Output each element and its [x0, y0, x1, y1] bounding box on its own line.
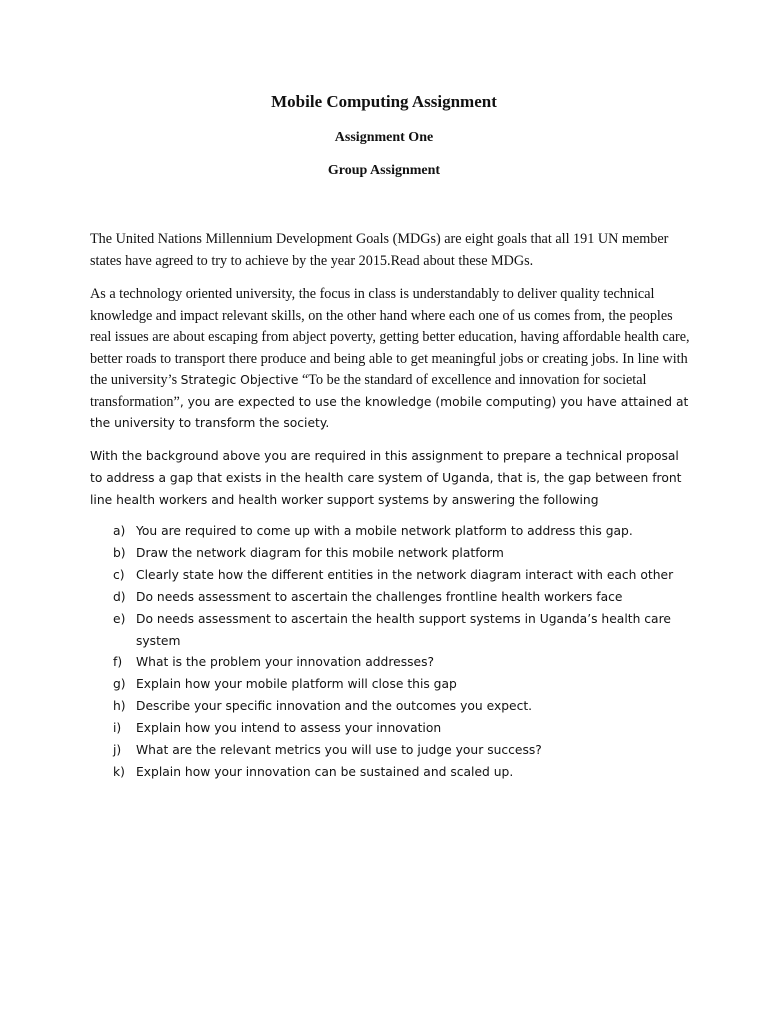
list-item-text: Explain how your innovation can be sustained and scaled up.: [136, 764, 514, 779]
list-marker: g): [113, 677, 126, 692]
list-item: [90, 674, 690, 696]
list-item: [90, 521, 690, 543]
list-item-text: You are required to come up with a mobile network platform to address this gap.: [136, 524, 633, 538]
list-item: [90, 718, 690, 740]
task-paragraph: With the background above you are required in this assignment to prepare a technical proposal to address a gap that exists in the health care system of Uganda, that is, the gap between front line health workers and health worker support systems by answering the following: [90, 449, 682, 508]
list-item-text: Describe your specific innovation and the outcomes you expect.: [136, 699, 533, 714]
background-text-1: As a technology oriented university, the focus in class is understandably to deliver quality technical knowledge and impact relevant skills, on the other hand where each one of us comes from, the peoples real issues are about escaping from abject poverty, getting better education, having affordable health care, better roads to transport there produce and being able to get meaningful jobs or creating jobs. In line with the university’s: [90, 286, 690, 388]
question-list: [90, 521, 690, 784]
list-item-text: Clearly state how the different entities in the network diagram interact with each other: [136, 567, 674, 582]
list-marker: j): [113, 743, 122, 758]
list-marker: e): [113, 611, 126, 626]
strategic-objective-quote: “To be the standard of excellence and innovation for societal transformation”: [90, 372, 647, 410]
assignment-type: Group Assignment: [327, 163, 441, 178]
list-marker: k): [113, 764, 125, 779]
list-item-text: Explain how you intend to assess your innovation: [136, 721, 442, 736]
list-marker: d): [113, 589, 126, 604]
document-title: Mobile Computing Assignment: [271, 92, 497, 111]
list-marker: f): [113, 655, 123, 670]
list-item-text: What are the relevant metrics you will use to judge your success?: [136, 743, 542, 758]
list-item: [90, 696, 690, 718]
background-text-2: , you are expected to use the knowledge (mobile computing) you have attained at the university to transform the society.: [90, 394, 689, 430]
list-item-text: Do needs assessment to ascertain the challenges frontline health workers face: [136, 589, 623, 604]
list-marker: a): [113, 524, 126, 538]
list-item: [90, 543, 690, 565]
list-marker: i): [113, 721, 122, 736]
list-item: [90, 587, 690, 609]
list-item: [90, 740, 690, 762]
list-item-text: Do needs assessment to ascertain the health support systems in Uganda’s health care system: [136, 611, 671, 648]
list-item: [90, 762, 690, 784]
assignment-number: Assignment One: [334, 130, 434, 145]
list-marker: h): [113, 699, 126, 714]
list-marker: b): [113, 545, 126, 560]
background-paragraph: [90, 284, 690, 435]
list-item-text: What is the problem your innovation addresses?: [136, 655, 435, 670]
list-item-text: Explain how your mobile platform will close this gap: [136, 677, 457, 692]
list-marker: c): [113, 567, 125, 582]
list-item: [90, 565, 690, 587]
mdg-paragraph: The United Nations Millennium Development Goals (MDGs) are eight goals that all 191 UN member states have agreed to try to achieve by the year 2015.Read about these MDGs.: [90, 231, 669, 269]
list-item: [90, 609, 690, 653]
list-item-text: Draw the network diagram for this mobile network platform: [136, 545, 504, 560]
list-item: [90, 652, 690, 674]
strategic-objective-label: Strategic Objective: [180, 373, 299, 387]
